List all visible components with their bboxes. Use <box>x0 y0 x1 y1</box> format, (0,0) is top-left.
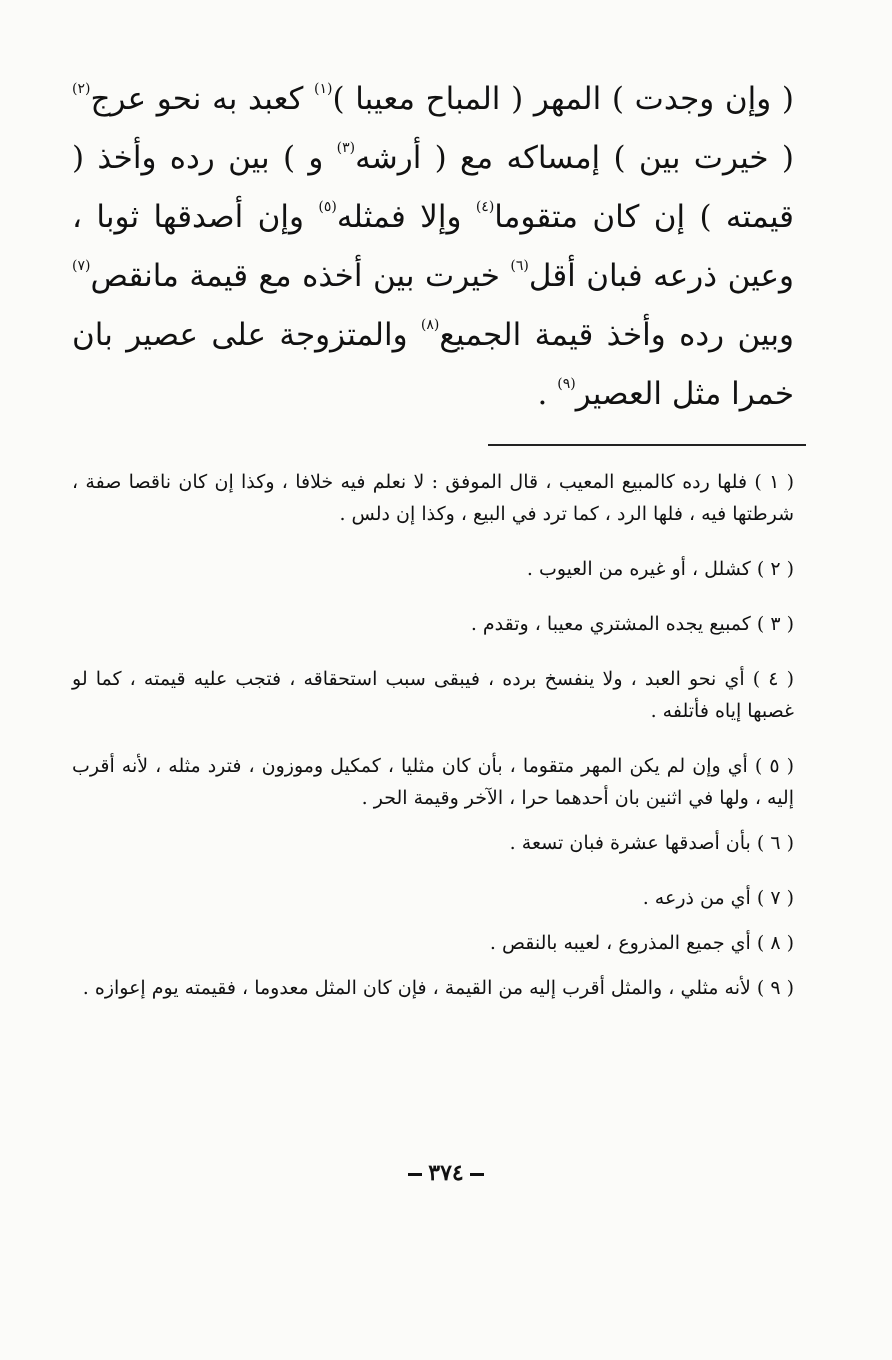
footnote-ref: (٧) <box>72 258 91 274</box>
main-text-segment: والمتزوجة على عصير بان خمرا مثل العصير <box>72 317 794 412</box>
main-text-segment: وإلا فمثله <box>336 199 476 235</box>
footnote-3: ( ٣ ) كمبيع يجده المشتري معيبا ، وتقدم . <box>470 613 794 635</box>
footnote-ref: (٦) <box>510 258 529 274</box>
main-text-segment: وبين رده وأخذ قيمة الجميع <box>439 317 795 353</box>
main-text-segment: وإن أصدقها ثوبا ، وعين ذرعه فبان أقل <box>72 199 794 294</box>
main-text <box>72 70 794 424</box>
footnote-ref: (٨) <box>420 317 440 333</box>
page-number <box>346 1160 546 1186</box>
footnote-6: ( ٦ ) بأن أصدقها عشرة فبان تسعة . <box>509 832 794 854</box>
main-text-segment: ( خيرت بين ) إمساكه مع ( أرشه <box>355 140 794 176</box>
footnote-7: ( ٧ ) أي من ذرعه . <box>642 887 794 909</box>
footnote-divider <box>488 444 806 446</box>
footnote-ref: (٢) <box>72 81 91 97</box>
footnote-5: ( ٥ ) أي وإن لم يكن المهر متقوما ، بأن كان مثليا ، كمكيل وموزون ، فترد مثله ، لأنه أقرب إليه ، ولها في اثنين بان أحدهما حرا ، الآخر وقيمة الحر . <box>72 755 794 809</box>
dash-decoration <box>408 1173 422 1176</box>
main-text-segment: خيرت بين أخذه مع قيمة مانقص <box>90 258 511 294</box>
main-text-segment: و ) بين رده وأخذ ( قيمته ) إن كان متقوما <box>72 140 795 235</box>
footnote-4: ( ٤ ) أي نحو العبد ، ولا ينفسخ برده ، فيبقى سبب استحقاقه ، فتجب عليه قيمته ، كما لو غصبها إياه فأتلفه . <box>72 668 794 722</box>
footnote-ref: (٥) <box>318 199 337 215</box>
footnote-2: ( ٢ ) كشلل ، أو غيره من العيوب . <box>526 558 794 580</box>
footnote-ref: (٤) <box>475 199 495 215</box>
main-text-segment: ( وإن وجدت ) المهر ( المباح معيبا ) <box>332 81 794 117</box>
footnote-ref: (١) <box>314 81 333 97</box>
footnote-9: ( ٩ ) لأنه مثلي ، والمثل أقرب إليه من القيمة ، فإن كان المثل معدوما ، فقيمته يوم إعوازه . <box>82 977 794 999</box>
footnote-1: ( ١ ) فلها رده كالمبيع المعيب ، قال الموفق : لا نعلم فيه خلافا ، وكذا إن كان ناقصا صفة ، شرطتها فيه ، فلها الرد ، كما ترد في البيع ، وكذا إن دلس . <box>72 471 795 525</box>
footnote-ref: (٣) <box>336 140 356 156</box>
footnote-8: ( ٨ ) أي جميع المذروع ، لعيبه بالنقص . <box>489 932 794 954</box>
page-number-value: ٣٧٤ <box>428 1160 464 1186</box>
main-text-segment: . <box>537 376 558 412</box>
footnotes <box>72 466 794 1004</box>
dash-decoration <box>470 1173 484 1176</box>
main-text-segment: كعبد به نحو عرج <box>90 81 314 117</box>
footnote-ref: (٩) <box>557 376 576 392</box>
